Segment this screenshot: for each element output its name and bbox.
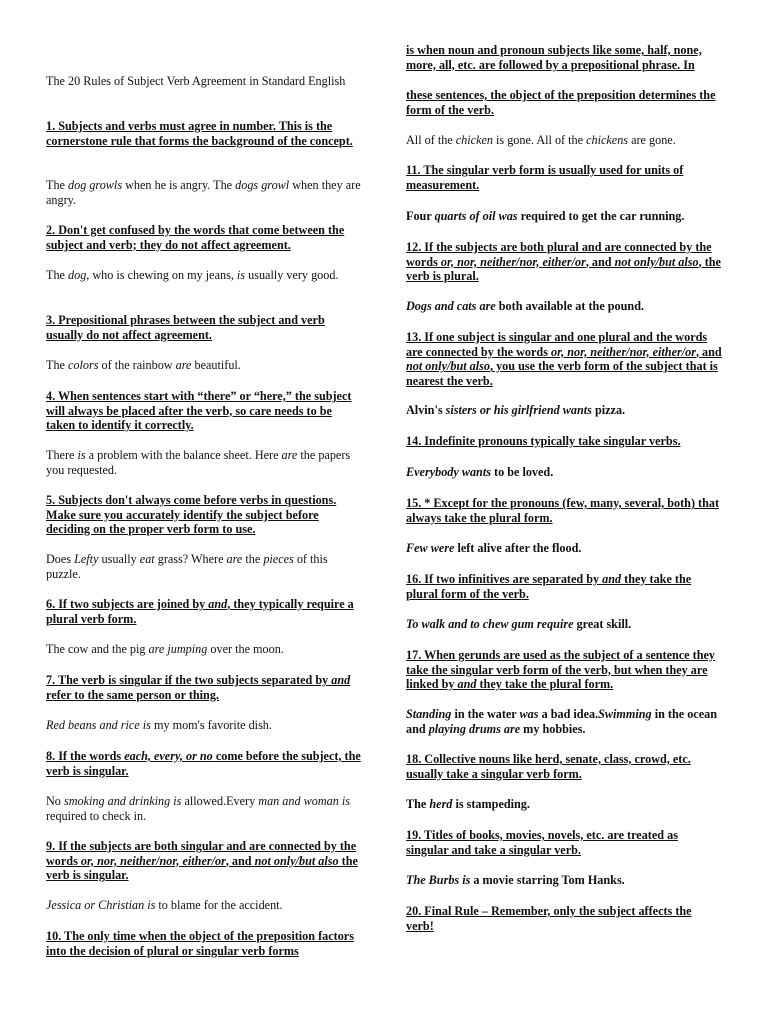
rule-10: 10. The only time when the object of the preposition factors into the decision of plural or singular verb forms xyxy=(46,929,354,958)
example-14: Everybody wants to be loved. xyxy=(406,465,554,479)
rule-6: 6. If two subjects are joined by and, they typically require a plural verb form. xyxy=(46,597,354,626)
rule-19: 19. Titles of books, movies, novels, etc. are treated as singular and take a singular verb. xyxy=(406,828,678,857)
rule-12: 12. If the subjects are both plural and are connected by the words or, nor, neither/nor, either/or, and not only/but also, the verb is plural. xyxy=(406,240,721,284)
rule-10-conclusion: these sentences, the object of the preposition determines the form of the verb. xyxy=(406,88,716,117)
rule-1: 1. Subjects and verbs must agree in number. This is the cornerstone rule that forms the background of the concept. xyxy=(46,119,353,148)
example-10: All of the chicken is gone. All of the chickens are gone. xyxy=(406,133,676,147)
example-7: Red beans and rice is my mom's favorite dish. xyxy=(46,718,272,732)
rule-8: 8. If the words each, every, or no come before the subject, the verb is singular. xyxy=(46,749,361,778)
example-17: Standing in the water was a bad idea.Swimming in the ocean and playing drums are my hobbies. xyxy=(406,707,717,736)
example-13: Alvin's sisters or his girlfriend wants pizza. xyxy=(406,403,626,417)
rule-10-continued: is when noun and pronoun subjects like some, half, none, more, all, etc. are followed by a prepositional phrase. In xyxy=(406,43,702,72)
example-16: To walk and to chew gum require great skill. xyxy=(406,617,632,631)
document-title: The 20 Rules of Subject Verb Agreement in Standard English xyxy=(46,74,346,88)
example-18: The herd is stampeding. xyxy=(406,797,530,811)
rule-2: 2. Don't get confused by the words that come between the subject and verb; they do not affect agreement. xyxy=(46,223,345,252)
rule-3: 3. Prepositional phrases between the subject and verb usually do not affect agreement. xyxy=(46,313,325,342)
example-2: The dog, who is chewing on my jeans, is usually very good. xyxy=(46,268,339,282)
rule-9: 9. If the subjects are both singular and are connected by the words or, nor, neither/nor, either/or, and not only/but also the verb is singular. xyxy=(46,839,358,883)
example-8: No smoking and drinking is allowed.Every man and woman is required to check in. xyxy=(46,794,351,823)
example-11: Four quarts of oil was required to get the car running. xyxy=(406,209,685,223)
rule-11: 11. The singular verb form is usually used for units of measurement. xyxy=(406,163,684,192)
rule-16: 16. If two infinitives are separated by and they take the plural form of the verb. xyxy=(406,572,692,601)
rule-15: 15. * Except for the pronouns (few, many, several, both) that always take the plural form. xyxy=(406,496,720,525)
example-19: The Burbs is a movie starring Tom Hanks. xyxy=(406,873,625,887)
example-15: Few were left alive after the flood. xyxy=(406,541,582,555)
example-1: The dog growls when he is angry. The dogs growl when they are angry. xyxy=(46,178,361,207)
rule-17: 17. When gerunds are used as the subject of a sentence they take the singular verb form of the verb, but when they are linked by and they take the plural form. xyxy=(406,648,715,692)
example-4: There is a problem with the balance sheet. Here are the papers you requested. xyxy=(46,448,351,477)
example-9: Jessica or Christian is to blame for the accident. xyxy=(46,898,283,912)
example-5: Does Lefty usually eat grass? Where are the pieces of this puzzle. xyxy=(46,552,328,581)
example-6: The cow and the pig are jumping over the moon. xyxy=(46,642,284,656)
rule-20: 20. Final Rule – Remember, only the subject affects the verb! xyxy=(406,904,692,933)
rule-4: 4. When sentences start with “there” or “here,” the subject will always be placed after the verb, so care needs to be taken to identify it correctly. xyxy=(46,389,352,433)
example-3: The colors of the rainbow are beautiful. xyxy=(46,358,241,372)
rule-18: 18. Collective nouns like herd, senate, class, crowd, etc. usually take a singular verb form. xyxy=(406,752,691,781)
rule-5: 5. Subjects don't always come before verbs in questions. Make sure you accurately identify the subject before deciding on the proper verb form to use. xyxy=(46,493,337,537)
example-12: Dogs and cats are both available at the pound. xyxy=(406,299,645,313)
rule-13: 13. If one subject is singular and one plural and the words are connected by the words or, nor, neither/nor, either/or, and not only/but also, you use the verb form of the subject that is nearest the verb. xyxy=(406,330,722,388)
rule-14: 14. Indefinite pronouns typically take singular verbs. xyxy=(406,434,681,448)
rule-7: 7. The verb is singular if the two subjects separated by and refer to the same person or thing. xyxy=(46,673,351,702)
